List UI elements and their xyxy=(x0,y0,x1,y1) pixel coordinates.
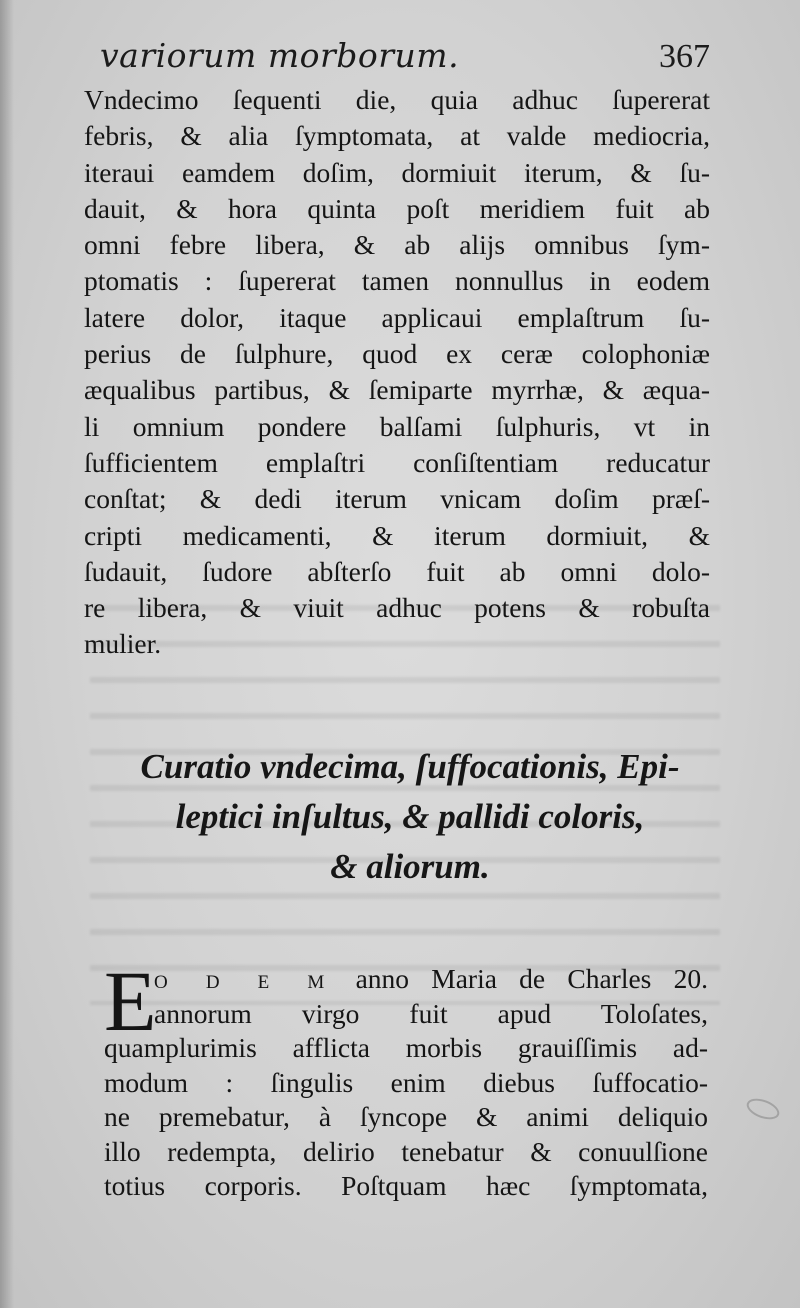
drop-cap: E xyxy=(104,953,157,1049)
text-line: modum : ſingulis enim diebus ſuffocatio- xyxy=(104,1066,708,1098)
text-line: annorum virgo fuit apud Toloſates, xyxy=(154,997,708,1029)
text-line: Vndecimo ſequenti die, quia adhuc ſupererat xyxy=(84,84,710,115)
text-line: mulier. xyxy=(84,628,162,660)
running-head: variorum morborum. xyxy=(100,36,460,75)
text-line: totius corporis. Poſtquam hæc ſymptomata, xyxy=(104,1170,708,1201)
paper-stain xyxy=(744,1095,782,1124)
text-line: ſudauit, ſudore abſterſo fuit ab omni dolo- xyxy=(84,555,710,587)
text-line: æqualibus partibus, & ſemiparte myrrhæ, & æqua- xyxy=(84,374,710,406)
text-line: iteraui eamdem doſim, dormiuit iterum, & ſu- xyxy=(84,156,710,188)
text-line: latere dolor, itaque applicaui emplaſtrum ſu- xyxy=(84,301,710,333)
text-line: febris, & alia ſymptomata, at valde mediocria, xyxy=(84,120,710,152)
page-number: 367 xyxy=(659,38,710,75)
paragraph-2 xyxy=(104,953,708,1204)
heading-line: Curatio vndecima, ſuffocationis, Epi- xyxy=(140,747,680,786)
page-gutter-shadow xyxy=(0,0,14,1308)
heading-line: leptici inſultus, & pallidi coloris, xyxy=(175,797,645,836)
paragraph-1 xyxy=(84,82,710,663)
small-caps-word: O D E M xyxy=(154,972,334,993)
text-fragment: anno Maria de Charles 20. xyxy=(355,963,708,994)
text-line: re libera, & viuit adhuc potens & robuſta xyxy=(84,592,710,624)
text-line: omni febre libera, & ab alijs omnibus ſym- xyxy=(84,229,710,261)
text-line: ptomatis : ſupererat tamen nonnullus in eodem xyxy=(84,265,710,297)
heading-line: & aliorum. xyxy=(330,847,490,886)
text-line: dauit, & hora quinta poſt meridiem fuit ab xyxy=(84,192,710,224)
text-line xyxy=(104,962,708,997)
text-line: ne premebatur, à ſyncope & animi deliquio xyxy=(104,1101,708,1132)
text-line: quamplurimis afflicta morbis grauiſſimis ad- xyxy=(104,1032,708,1063)
text-line: conſtat; & dedi iterum vnicam doſim præſ- xyxy=(84,483,710,515)
text-line: ſufficientem emplaſtri conſiſtentiam reducatur xyxy=(84,446,710,478)
section-heading xyxy=(100,742,720,892)
text-line: illo redempta, delirio tenebatur & conuulſione xyxy=(104,1135,708,1167)
text-line: cripti medicamenti, & iterum dormiuit, & xyxy=(84,519,710,551)
text-line: li omnium pondere balſami ſulphuris, vt in xyxy=(84,410,710,442)
text-line: perius de ſulphure, quod ex ceræ colophoniæ xyxy=(84,338,710,370)
